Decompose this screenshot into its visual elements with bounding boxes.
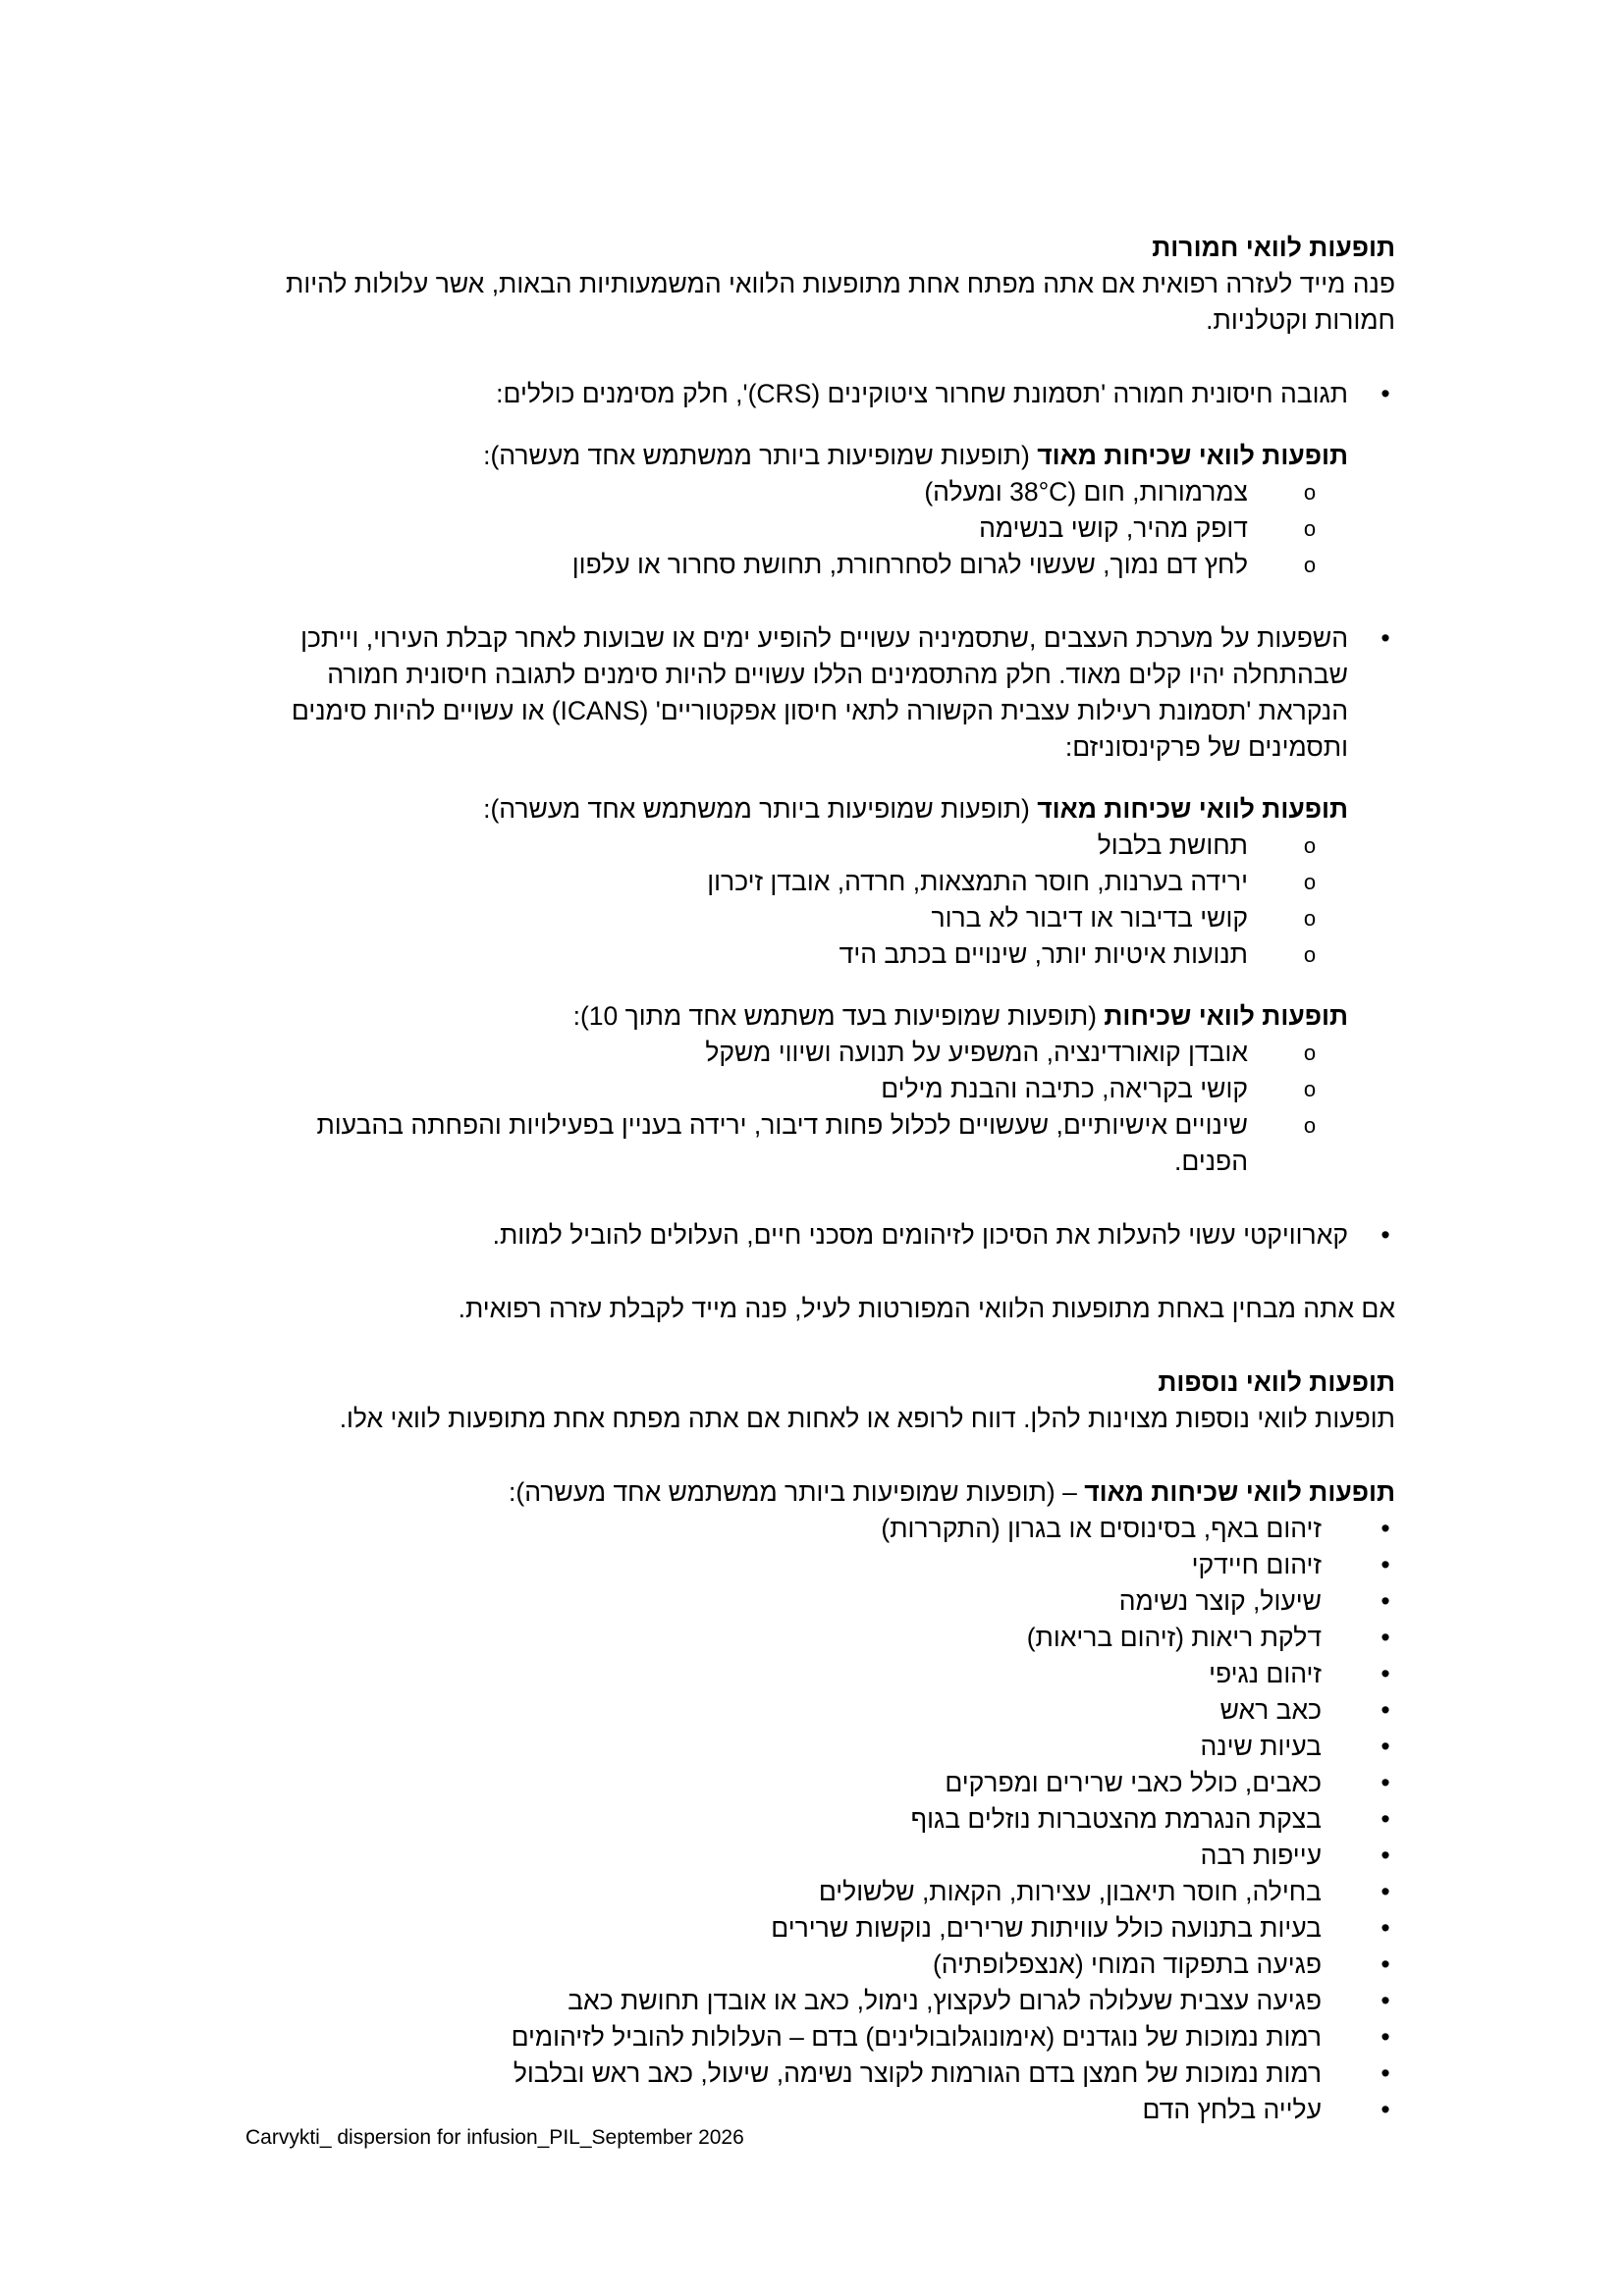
list-item xyxy=(237,2092,1395,2128)
list-item-text: דלקת ריאות (זיהום בריאות) xyxy=(1026,1623,1322,1652)
list-item-text: קושי בדיבור או דיבור לא ברור xyxy=(931,903,1248,933)
bullet-dot: • xyxy=(1380,1804,1390,1834)
list-item xyxy=(237,1765,1395,1801)
circle-bullet-icon: o xyxy=(1303,833,1317,858)
bullet-dot: • xyxy=(1380,1695,1390,1725)
bullet-dot: • xyxy=(1380,623,1390,653)
icans-text: השפעות על מערכת העצבים ,שתסמיניה עשויים להופיע ימים או שבועות לאחר קבלת העירוי, וייתכן שבהתחלה יהיו קלים מאוד. חלק מהתסמינים הללו עשויים להיות סימנים לתגובה חיסונית חמורה הנקראת 'תסמונת רעילות עצבית הקשורה לתאי חיסון אפקטוריים' (ICANS) או עשויים להיות סימנים ותסמינים של פרקינסוניזם: xyxy=(291,623,1348,762)
additional-heading: תופעות לוואי נוספות xyxy=(1158,1367,1395,1397)
list-item-text: תחושת בלבול xyxy=(1097,830,1248,860)
list-item-text: דופק מהיר, קושי בנשימה xyxy=(979,513,1248,543)
list-item-text: רמות נמוכות של נוגדנים (אימונוגלובולינים) בדם – העלולות להוביל לזיהומים xyxy=(511,2022,1322,2052)
list-item xyxy=(237,510,1395,547)
list-item xyxy=(237,2019,1395,2056)
serious-closing: אם אתה מבחין באחת מתופעות הלוואי המפורטות לעיל, פנה מייד לקבלת עזרה רפואית. xyxy=(458,1294,1395,1323)
list-item xyxy=(237,864,1395,900)
list-item-text: פגיעה בתפקוד המוחי (אנצפלופתיה) xyxy=(932,1949,1322,1979)
list-item xyxy=(237,900,1395,936)
circle-bullet-icon: o xyxy=(1303,516,1317,541)
list-item xyxy=(237,1838,1395,1874)
icans-common-list xyxy=(237,1035,1395,1180)
bullet-dot: • xyxy=(1380,1220,1390,1250)
list-item xyxy=(237,936,1395,973)
carvykti-text: קארוויקטי עשוי להעלות את הסיכון לזיהומים מסכני חיים, העלולים להוביל למוות. xyxy=(492,1220,1348,1250)
list-item xyxy=(237,1547,1395,1583)
list-item-text: שיעול, קוצר נשימה xyxy=(1118,1586,1322,1616)
icans-bullet xyxy=(237,620,1395,766)
bullet-dot: • xyxy=(1380,1913,1390,1943)
list-item xyxy=(237,1801,1395,1838)
list-item xyxy=(237,1656,1395,1692)
document-content xyxy=(237,230,1395,2128)
bullet-dot: • xyxy=(1380,1877,1390,1906)
circle-bullet-icon: o xyxy=(1303,553,1317,577)
list-item xyxy=(237,828,1395,864)
serious-heading: תופעות לוואי חמורות xyxy=(1152,233,1395,262)
additional-intro: תופעות לוואי נוספות מצוינות להלן. דווח לרופא או לאחות אם אתה מפתח אחת מתופעות לוואי אלו. xyxy=(339,1404,1395,1433)
additional-subheading: תופעות לוואי שכיחות מאוד – (תופעות שמופיעות ביותר ממשתמש אחד מעשרה): xyxy=(509,1477,1395,1507)
circle-bullet-icon: o xyxy=(1303,1077,1317,1101)
list-item xyxy=(237,474,1395,510)
circle-bullet-icon: o xyxy=(1303,942,1317,967)
bullet-dot: • xyxy=(1380,1659,1390,1688)
circle-bullet-icon: o xyxy=(1303,1113,1317,1138)
crs-symptom-list xyxy=(237,474,1395,583)
bullet-dot: • xyxy=(1380,1949,1390,1979)
list-item xyxy=(237,547,1395,583)
list-item-text: כאב ראש xyxy=(1219,1695,1322,1725)
list-item xyxy=(237,1583,1395,1620)
list-item xyxy=(237,1947,1395,1983)
circle-bullet-icon: o xyxy=(1303,480,1317,505)
list-item-text: זיהום נגיפי xyxy=(1209,1659,1322,1688)
icans-common-subheading: תופעות לוואי שכיחות (תופעות שמופיעות בעד משתמש אחד מתוך 10): xyxy=(572,1001,1348,1031)
bullet-dot: • xyxy=(1380,1732,1390,1761)
list-item-text: עייפות רבה xyxy=(1200,1841,1322,1870)
list-item-text: אובדן קואורדינציה, המשפיע על תנועה ושיווי משקל xyxy=(705,1038,1248,1067)
list-item-text: עלייה בלחץ הדם xyxy=(1142,2095,1322,2124)
crs-subheading: תופעות לוואי שכיחות מאוד (תופעות שמופיעות ביותר ממשתמש אחד מעשרה): xyxy=(483,441,1348,470)
icans-very-common-list xyxy=(237,828,1395,973)
list-item-text: זיהום חיידקי xyxy=(1191,1550,1322,1579)
list-item xyxy=(237,2056,1395,2092)
additional-side-effects-list xyxy=(237,1511,1395,2128)
list-item-text: תנועות איטיות יותר, שינויים בכתב היד xyxy=(839,939,1248,969)
list-item xyxy=(237,1729,1395,1765)
list-item xyxy=(237,1035,1395,1071)
bullet-dot: • xyxy=(1380,1550,1390,1579)
bullet-dot: • xyxy=(1380,1623,1390,1652)
list-item-text: לחץ דם נמוך, שעשוי לגרום לסחרחורת, תחושת סחרור או עלפון xyxy=(571,550,1248,579)
list-item-text: צמרמורות, חום (38°C ומעלה) xyxy=(924,477,1248,507)
serious-intro: פנה מייד לעזרה רפואית אם אתה מפתח אחת מתופעות הלוואי המשמעותיות הבאות, אשר עלולות להיות חמורות וקטלניות. xyxy=(286,269,1395,335)
bullet-dot: • xyxy=(1380,2022,1390,2052)
list-item xyxy=(237,1874,1395,1910)
bullet-dot: • xyxy=(1380,1986,1390,2015)
list-item xyxy=(237,1620,1395,1656)
list-item-text: פגיעה עצבית שעלולה לגרום לעקצוץ, נימול, כאב או אובדן תחושת כאב xyxy=(568,1986,1322,2015)
icans-very-common-subheading: תופעות לוואי שכיחות מאוד (תופעות שמופיעות ביותר ממשתמש אחד מעשרה): xyxy=(483,794,1348,824)
bullet-dot: • xyxy=(1380,379,1390,408)
list-item-text: בחילה, חוסר תיאבון, עצירות, הקאות, שלשולים xyxy=(818,1877,1322,1906)
bullet-dot: • xyxy=(1380,1768,1390,1797)
list-item-text: בצקת הנגרמת מהצטברות נוזלים בגוף xyxy=(910,1804,1322,1834)
carvykti-bullet xyxy=(237,1217,1395,1254)
list-item-text: ירידה בערנות, חוסר התמצאות, חרדה, אובדן זיכרון xyxy=(707,867,1248,896)
circle-bullet-icon: o xyxy=(1303,1041,1317,1065)
list-item-text: בעיות שינה xyxy=(1200,1732,1322,1761)
list-item xyxy=(237,1692,1395,1729)
list-item-text: זיהום באף, בסינוסים או בגרון (התקררות) xyxy=(881,1514,1322,1543)
list-item-text: בעיות בתנועה כולל עוויתות שרירים, נוקשות שרירים xyxy=(771,1913,1322,1943)
circle-bullet-icon: o xyxy=(1303,870,1317,894)
list-item-text: כאבים, כולל כאבי שרירים ומפרקים xyxy=(945,1768,1322,1797)
bullet-dot: • xyxy=(1380,1841,1390,1870)
list-item xyxy=(237,1910,1395,1947)
list-item xyxy=(237,1107,1395,1180)
crs-text: תגובה חיסונית חמורה 'תסמונת שחרור ציטוקינים (CRS)', חלק מסימנים כוללים: xyxy=(496,379,1348,408)
list-item-text: שינויים אישיותיים, שעשויים לכלול פחות דיבור, ירידה בעניין בפעילויות והפחתה בהבעות הפנים. xyxy=(316,1110,1248,1176)
list-item xyxy=(237,1071,1395,1107)
bullet-dot: • xyxy=(1380,2058,1390,2088)
bullet-dot: • xyxy=(1380,1514,1390,1543)
bullet-dot: • xyxy=(1380,2095,1390,2124)
crs-bullet xyxy=(237,376,1395,412)
document-footer: Carvykti_ dispersion for infusion_PIL_September 2026 xyxy=(245,2126,744,2149)
list-item-text: רמות נמוכות של חמצן בדם הגורמות לקוצר נשימה, שיעול, כאב ראש ובלבול xyxy=(513,2058,1322,2088)
list-item xyxy=(237,1511,1395,1547)
list-item xyxy=(237,1983,1395,2019)
bullet-dot: • xyxy=(1380,1586,1390,1616)
list-item-text: קושי בקריאה, כתיבה והבנת מילים xyxy=(881,1074,1248,1103)
circle-bullet-icon: o xyxy=(1303,906,1317,931)
